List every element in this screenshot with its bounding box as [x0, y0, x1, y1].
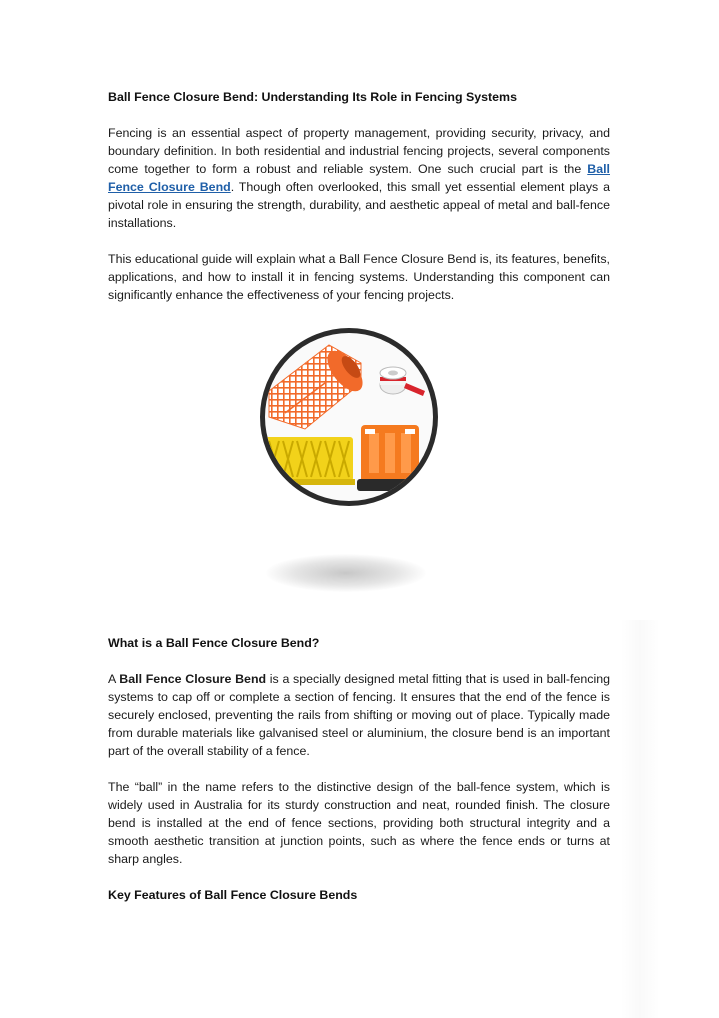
image-circle-frame — [260, 328, 438, 506]
barrier-tape-roll-icon — [380, 367, 425, 396]
section1-paragraph-2: The “ball” in the name refers to the distinctive design of the ball-fence system, which is widely used in Australia for its sturdy construction and neat, rounded finish. The closure bend is installed at the end of fence sections, providing both structural integrity and a smooth aesthetic transition at junction points, such as where the fence ends or turns at sharp angles. — [108, 780, 610, 866]
intro-paragraph-1 — [108, 124, 610, 232]
section1-bold-term: Ball Fence Closure Bend — [119, 672, 267, 686]
yellow-barrier-icon — [265, 437, 355, 485]
intro-paragraph-2: This educational guide will explain what a Ball Fence Closure Bend is, its features, benefits, applications, and how to install it in fencing systems. Understanding this component can significantly enhance the effectiveness of your fencing projects. — [108, 252, 610, 302]
section-heading-what-is: What is a Ball Fence Closure Bend? — [108, 636, 320, 650]
section1-paragraph-1 — [108, 670, 610, 760]
section1-rest: is a specially designed metal fitting that is used in ball-fencing systems to cap off or complete a section of fencing. It ensures that the end of the fence is securely enclosed, preventing the rails from shifting or moving out of place. Typically made from durable materials like galvanised steel or aluminium, the closure bend is an important part of the overall stability of a fence. — [108, 672, 610, 758]
document-title: Ball Fence Closure Bend: Understanding Its Role in Fencing Systems — [108, 90, 517, 104]
orange-mesh-roll-icon — [269, 345, 369, 429]
intro-text-start: Fencing is an essential aspect of property management, providing security, privacy, and boundary definition. In both residential and industrial fencing projects, several components come together to form a robust and reliable system. One such crucial part is the — [108, 126, 610, 176]
image-shadow — [266, 554, 426, 592]
intro-text-end: . Though often overlooked, this small yet essential element plays a pivotal role in ensuring the strength, durability, and aesthetic appeal of metal and ball-fence installations. — [108, 180, 610, 230]
page-edge-shading — [620, 620, 660, 1018]
section-heading-key-features: Key Features of Ball Fence Closure Bends — [108, 888, 358, 902]
section1-lead: A — [108, 672, 120, 686]
orange-barrier-icon — [357, 425, 423, 491]
fencing-products-image — [230, 326, 460, 606]
fencing-products-illustration — [265, 333, 433, 501]
ball-fence-closure-bend-link[interactable]: Ball Fence Closure Bend — [108, 162, 610, 194]
